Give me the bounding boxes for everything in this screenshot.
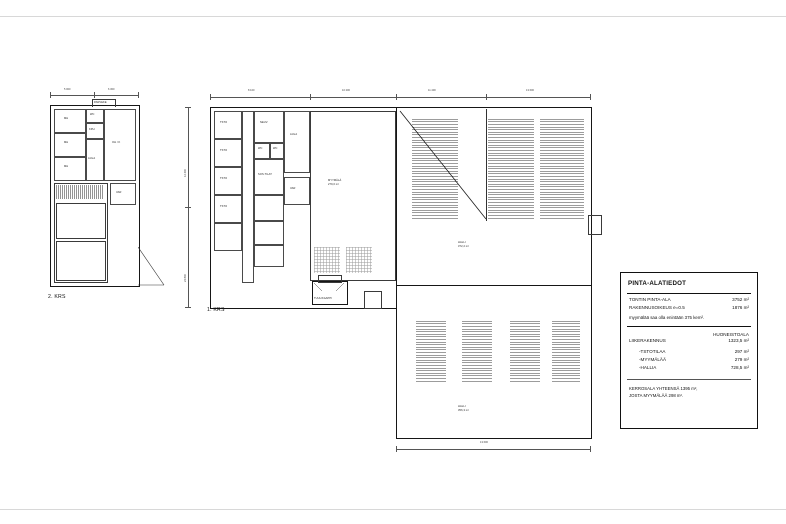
info-row — [629, 349, 749, 354]
room-label: MH — [64, 117, 69, 120]
room-tsto-2 — [214, 139, 242, 167]
dim-text: 12 400 — [184, 169, 187, 177]
dim-text: 6 300 — [108, 88, 115, 91]
myymala-shelf-grid-1 — [314, 247, 340, 273]
room-tsto-3 — [214, 167, 242, 195]
dim-tick — [310, 94, 311, 100]
room-sos-tilat — [254, 159, 284, 195]
hall-lower-rack-1 — [416, 321, 446, 383]
hall-lower-rack-2 — [462, 321, 492, 383]
room-mh-3 — [54, 157, 86, 181]
dim-text: 8 100 — [248, 89, 255, 92]
dim-tick — [185, 307, 191, 308]
terrace-hatch — [56, 185, 104, 199]
hall-upper-rack-3 — [540, 119, 584, 219]
dim-line-top-1 — [210, 97, 590, 98]
dim-tick — [138, 92, 139, 98]
room-label: TSTO — [220, 149, 228, 152]
room-mh-1 — [54, 109, 86, 133]
room-label: WC — [273, 147, 278, 150]
room-label: NEUV. — [260, 121, 269, 124]
divider — [627, 293, 751, 294]
info-box-title: PINTA-ALATIEDOT — [628, 280, 687, 287]
room-label: MH — [64, 141, 69, 144]
room-tekninen — [254, 195, 284, 221]
dim-tick — [396, 94, 397, 100]
info-value: 1876 m² — [732, 305, 749, 310]
room-label: TSTO — [220, 121, 228, 124]
floor-label-2krs: 2. KRS — [48, 294, 66, 300]
floor-label-1krs: 1. KRS — [207, 307, 225, 313]
room-var-2 — [254, 245, 284, 267]
room-label: OH / K — [112, 141, 121, 144]
room-tsto-5 — [214, 223, 242, 251]
room-label: MH — [64, 165, 69, 168]
dim-text: 24 800 — [184, 274, 187, 282]
info-key: -TSTOTILAA — [639, 349, 666, 354]
info-footer-line: KERROSALA YHTEENSÄ 1395 m², — [629, 385, 698, 391]
room-label: TSTO — [220, 177, 228, 180]
hall-upper-rack-2 — [488, 119, 534, 219]
hall-lower-rack-4 — [552, 321, 580, 383]
room-label: AULA — [88, 157, 96, 160]
dim-text: 13 600 — [480, 441, 488, 444]
room-tsto-1 — [214, 111, 242, 139]
info-key: LIIKERAKENNUS — [629, 338, 666, 343]
dim-tick — [396, 446, 397, 452]
info-key: -HALLIA — [639, 365, 657, 370]
dim-tick — [185, 107, 191, 108]
room-wc — [86, 109, 104, 123]
room-var — [110, 183, 136, 205]
first-floor-plan — [184, 87, 600, 447]
second-floor-plan — [42, 87, 152, 302]
dim-tick — [185, 207, 191, 208]
dim-tick — [590, 94, 591, 100]
room-wc-2 — [270, 143, 284, 159]
info-key: TONTIN PINTA-ALA — [629, 297, 671, 302]
room-label: VAR — [116, 191, 122, 194]
area-info-box — [620, 272, 758, 429]
info-value: 279 m² — [734, 357, 749, 362]
second-floor-diagonal — [138, 247, 166, 287]
dim-tick — [590, 446, 591, 452]
dim-text: 13 600 — [526, 89, 534, 92]
loading-dock — [364, 291, 382, 309]
room-oh-k — [104, 109, 136, 181]
dim-tick — [486, 94, 487, 100]
corridor-strip — [242, 111, 254, 283]
hall-lower-rack-3 — [510, 321, 540, 383]
hall-upper-diagonal — [398, 109, 488, 221]
info-row — [629, 305, 749, 310]
info-value: 297 m² — [734, 349, 749, 354]
dim-tick — [50, 92, 51, 98]
drawing-sheet — [0, 16, 786, 510]
info-value: 3752 m² — [732, 297, 749, 302]
room-var-1 — [254, 221, 284, 245]
info-row — [629, 357, 749, 362]
info-footer-line: JOSTA MYYMÄLÄÄ 298 m². — [629, 392, 684, 398]
room-side-store — [284, 177, 310, 205]
info-value: 1323,5 m² — [728, 338, 749, 343]
room-label: PARVEKE — [94, 101, 107, 104]
info-row — [629, 365, 749, 370]
room-label: AULA — [290, 133, 298, 136]
room-aula-1f — [284, 111, 310, 173]
info-key: -MYYMÄLÄÄ — [639, 357, 667, 362]
room-label-myymala: MYYMÄLÄ 279,0 m² — [328, 179, 342, 186]
divider — [627, 326, 751, 327]
dim-text: 11 400 — [428, 89, 436, 92]
dim-text: 10 200 — [342, 89, 350, 92]
hall-upper-inner-partition — [486, 109, 487, 221]
info-note: myymälää saa olla enintään 375 kem². — [629, 315, 705, 320]
info-key: RAKENNUSOIKEUS e=0.5 — [629, 305, 685, 310]
myymala-shelf-grid-2 — [346, 247, 372, 273]
room-label: TUULIKAAPPI — [314, 297, 332, 300]
second-floor-terrace — [56, 203, 106, 239]
dim-tick — [94, 92, 95, 98]
info-row — [629, 338, 749, 343]
room-label: SOS.TILAT — [258, 173, 272, 176]
room-label: WC — [258, 147, 263, 150]
room-label-halli-upper: HALLI 372,2 m² — [458, 241, 470, 248]
second-floor-lower-room — [56, 241, 106, 281]
room-label: VAR — [290, 187, 296, 190]
room-wc-1 — [254, 143, 270, 159]
room-label: TSTO — [220, 205, 228, 208]
info-value: 728,5 m² — [730, 365, 749, 370]
dim-tick — [210, 94, 211, 100]
info-row — [629, 297, 749, 302]
room-tsto-4 — [214, 195, 242, 223]
room-label: KPH — [89, 128, 95, 131]
room-mh-2 — [54, 133, 86, 157]
info-column-header: HUONEISTOALA — [713, 332, 749, 337]
room-neuv — [254, 111, 284, 143]
dim-text: 5 000 — [64, 88, 71, 91]
dim-line-bottom — [396, 449, 590, 450]
divider — [627, 379, 751, 380]
room-label: WC — [90, 113, 95, 116]
canopy-katos — [588, 215, 602, 235]
room-label-halli-lower: HALLI 356,3 m² — [458, 405, 470, 412]
